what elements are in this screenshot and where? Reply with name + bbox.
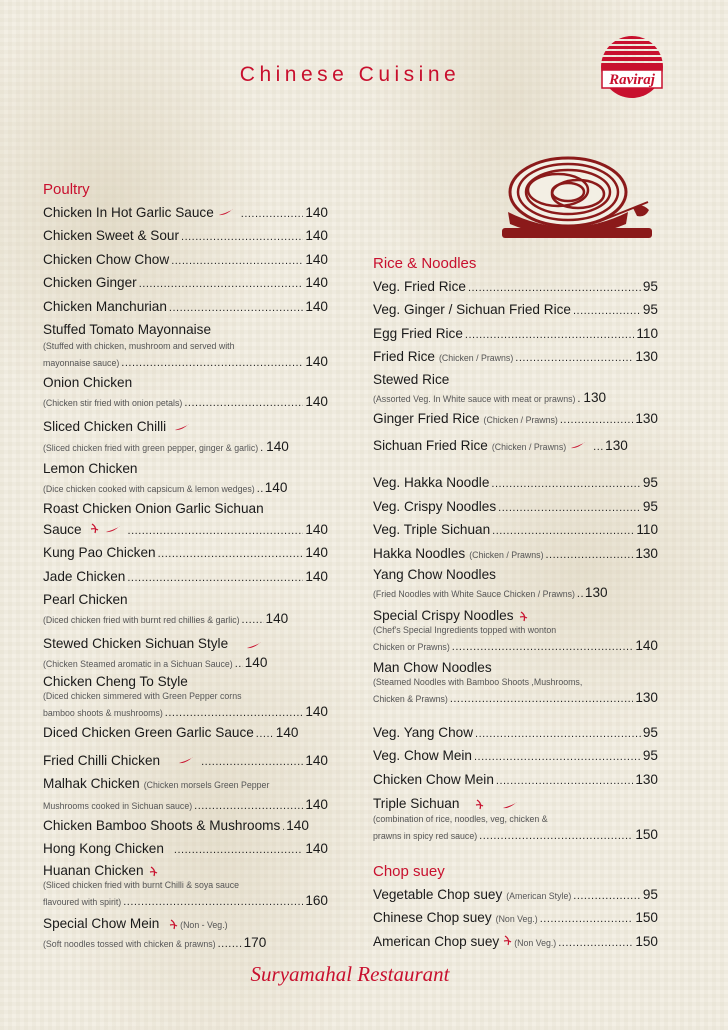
menu-item: Chicken Bamboo Shoots & Mushrooms ..... 140 bbox=[43, 815, 328, 838]
menu-item: Stewed Rice (Assorted Veg. In White sauce with meat or prawns) ..... 130 bbox=[373, 370, 658, 408]
chili-icon bbox=[502, 800, 519, 810]
item-description: prawns in spicy red sauce) bbox=[373, 831, 478, 842]
menu-item: Hong Kong Chicken ..... 140 bbox=[43, 838, 328, 861]
menu-item: Veg. Fried Rice ..... 95 bbox=[373, 276, 658, 299]
nonveg-icon bbox=[90, 523, 99, 534]
chili-icon bbox=[246, 640, 263, 650]
section-heading-chop-suey: Chop suey bbox=[373, 863, 445, 880]
item-description: (Soft noodles tossed with chicken & prawns) bbox=[43, 938, 216, 949]
item-description: (combination of rice, noodles, veg, chicken & bbox=[373, 814, 548, 825]
menu-item: Chicken In Hot Garlic Sauce ..... 140 bbox=[43, 202, 328, 225]
nonveg-icon bbox=[503, 935, 512, 946]
item-description: (Sliced chicken fried with burnt Chilli & soya sauce bbox=[43, 879, 240, 890]
menu-item: Hakka Noodles (Chicken / Prawns) ..... 130 bbox=[373, 543, 658, 566]
menu-item: Vegetable Chop suey (American Style) ..... 95 bbox=[373, 884, 658, 907]
page-title: Chinese Cuisine bbox=[239, 63, 461, 86]
menu-item: Huanan Chicken (Sliced chicken fried with burnt Chilli & soya sauce flavoured with spirit) ..... 160 bbox=[43, 862, 328, 911]
noodle-bowl-illustration bbox=[498, 152, 656, 250]
menu-item: Stuffed Tomato Mayonnaise (Stuffed with chicken, mushroom and served with mayonnaise sauce) ..... 140 bbox=[43, 319, 328, 372]
rice-noodles-section bbox=[373, 254, 658, 845]
menu-item: Veg. Triple Sichuan ..... 110 bbox=[373, 519, 658, 542]
menu-item: Ginger Fried Rice (Chicken / Prawns) ..... 130 bbox=[373, 408, 658, 431]
menu-item: Yang Chow Noodles (Fried Noodles with White Sauce Chicken / Prawns) ..... 130 bbox=[373, 566, 658, 603]
item-description: bamboo shoots & mushrooms) bbox=[43, 708, 163, 719]
menu-item: Jade Chicken ..... 140 bbox=[43, 566, 328, 589]
item-description: (Chicken Steamed aromatic in a Sichuan Sauce) bbox=[43, 659, 233, 670]
item-description: (Chicken stir fried with onion petals) bbox=[43, 398, 183, 409]
item-description: (Sliced chicken fried with green pepper, ginger & garlic) bbox=[43, 443, 259, 454]
item-description: (Chicken / Prawns) bbox=[491, 442, 567, 453]
menu-item: Special Chow Mein (Non - Veg.) (Soft noodles tossed with chicken & prawns) ..... 170 bbox=[43, 915, 328, 953]
menu-item: Sichuan Fried Rice (Chicken / Prawns) ..... 130 bbox=[373, 435, 658, 458]
menu-item: Triple Sichuan (combination of rice, noodles, veg, chicken & prawns in spicy red sauce) ..... 150 bbox=[373, 795, 658, 845]
item-description: Mushrooms cooked in Sichuan sauce) bbox=[43, 801, 193, 812]
item-description: (Steamed Noodles with Bamboo Shoots ,Mushrooms, bbox=[373, 677, 583, 688]
menu-item: Egg Fried Rice ..... 110 bbox=[373, 323, 658, 346]
chili-icon bbox=[570, 440, 587, 450]
nonveg-icon bbox=[169, 919, 178, 930]
item-description: Chicken & Prawns) bbox=[373, 694, 448, 705]
menu-item: Man Chow Noodles (Steamed Noodles with Bamboo Shoots ,Mushrooms, Chicken & Prawns) ..... 130 bbox=[373, 659, 658, 708]
menu-item: Chicken Chow Chow ..... 140 bbox=[43, 249, 328, 272]
item-description: (Chicken / Prawns) bbox=[438, 353, 514, 364]
menu-item: Sliced Chicken Chilli (Sliced chicken fried with green pepper, ginger & garlic) ..... 140 bbox=[43, 416, 328, 458]
menu-item: Veg. Hakka Noodle ..... 95 bbox=[373, 472, 658, 495]
chili-icon bbox=[218, 207, 235, 217]
nonveg-icon bbox=[149, 866, 158, 877]
item-description: Chicken or Prawns) bbox=[373, 642, 450, 653]
menu-item: Fried Rice (Chicken / Prawns) ..... 130 bbox=[373, 346, 658, 369]
menu-item: Lemon Chicken (Dice chicken cooked with capsicum & lemon wedges) ..... 140 bbox=[43, 458, 328, 498]
item-description: (Diced chicken simmered with Green Pepper corns bbox=[43, 691, 242, 702]
menu-item: Veg. Yang Chow ..... 95 bbox=[373, 722, 658, 745]
menu-item: Chicken Ginger ..... 140 bbox=[43, 272, 328, 295]
item-note: (Non Veg.) bbox=[514, 937, 557, 948]
item-description: (Dice chicken cooked with capsicum & lemon wedges) bbox=[43, 484, 255, 495]
item-description: (Chicken morsels Green Pepper bbox=[143, 780, 270, 791]
item-description: (Stuffed with chicken, mushroom and served with bbox=[43, 341, 235, 352]
item-description: (Assorted Veg. In White sauce with meat or prawns) bbox=[373, 393, 576, 404]
menu-item: Roast Chicken Onion Garlic Sichuan Sauce ..... 140 bbox=[43, 498, 328, 542]
menu-item: Stewed Chicken Sichuan Style (Chicken Steamed aromatic in a Sichuan Sauce) ..... 140 bbox=[43, 633, 328, 673]
chili-icon bbox=[174, 422, 191, 432]
menu-item: Chicken Manchurian ..... 140 bbox=[43, 296, 328, 319]
menu-item: Fried Chilli Chicken ..... 140 bbox=[43, 750, 328, 773]
item-note: (Non - Veg.) bbox=[180, 919, 228, 930]
chili-icon bbox=[105, 524, 122, 534]
menu-item: Diced Chicken Green Garlic Sauce ..... 140 bbox=[43, 722, 328, 745]
item-description: (Non Veg.) bbox=[495, 914, 538, 925]
menu-item: Veg. Chow Mein ..... 95 bbox=[373, 745, 658, 768]
menu-item: Chicken Chow Mein ..... 130 bbox=[373, 769, 658, 792]
nonveg-icon bbox=[475, 799, 484, 810]
menu-item: Kung Pao Chicken ..... 140 bbox=[43, 542, 328, 565]
section-heading-rice-noodles: Rice & Noodles bbox=[373, 255, 477, 272]
item-description: (American Style) bbox=[506, 891, 572, 901]
item-description: (Diced chicken fried with burnt red chillies & garlic) bbox=[43, 615, 240, 626]
chili-icon bbox=[178, 755, 195, 765]
logo-text: Raviraj bbox=[609, 72, 655, 88]
menu-item: Veg. Ginger / Sichuan Fried Rice ..... 95 bbox=[373, 299, 658, 322]
item-description: (Chicken / Prawns) bbox=[483, 414, 558, 425]
menu-item: Veg. Crispy Noodles ..... 95 bbox=[373, 496, 658, 519]
menu-item: American Chop suey (Non Veg.) ..... 150 bbox=[373, 931, 658, 954]
menu-item: Chicken Sweet & Sour ..... 140 bbox=[43, 225, 328, 248]
poultry-section bbox=[43, 180, 328, 953]
restaurant-name: Suryamahal Restaurant bbox=[250, 962, 450, 986]
menu-item: Chicken Cheng To Style (Diced chicken simmered with Green Pepper corns bamboo shoots & mushrooms) ..... 140 bbox=[43, 673, 328, 722]
nonveg-icon bbox=[519, 611, 528, 622]
menu-item: Chinese Chop suey (Non Veg.) ..... 150 bbox=[373, 907, 658, 930]
item-description: flavoured with spirit) bbox=[43, 896, 122, 907]
chop-suey-section bbox=[373, 862, 658, 954]
menu-item: Malhak Chicken (Chicken morsels Green Pepper Mushrooms cooked in Sichuan sauce) ..... 140 bbox=[43, 773, 328, 815]
menu-item: Special Crispy Noodles (Chef's Special Ingredients topped with wonton Chicken or Prawns) ..... 140 bbox=[373, 607, 658, 656]
section-heading-poultry: Poultry bbox=[43, 181, 90, 198]
raviraj-logo bbox=[598, 34, 666, 100]
item-description: mayonnaise sauce) bbox=[43, 358, 120, 369]
menu-item: Pearl Chicken (Diced chicken fried with burnt red chillies & garlic) ..... 140 bbox=[43, 589, 328, 629]
menu-item: Onion Chicken (Chicken stir fried with onion petals) ..... 140 bbox=[43, 372, 328, 412]
item-description: (Chef's Special Ingredients topped with wonton bbox=[373, 625, 557, 636]
item-description: (Chicken / Prawns) bbox=[469, 549, 544, 560]
item-description: (Fried Noodles with White Sauce Chicken / Prawns) bbox=[373, 589, 575, 600]
